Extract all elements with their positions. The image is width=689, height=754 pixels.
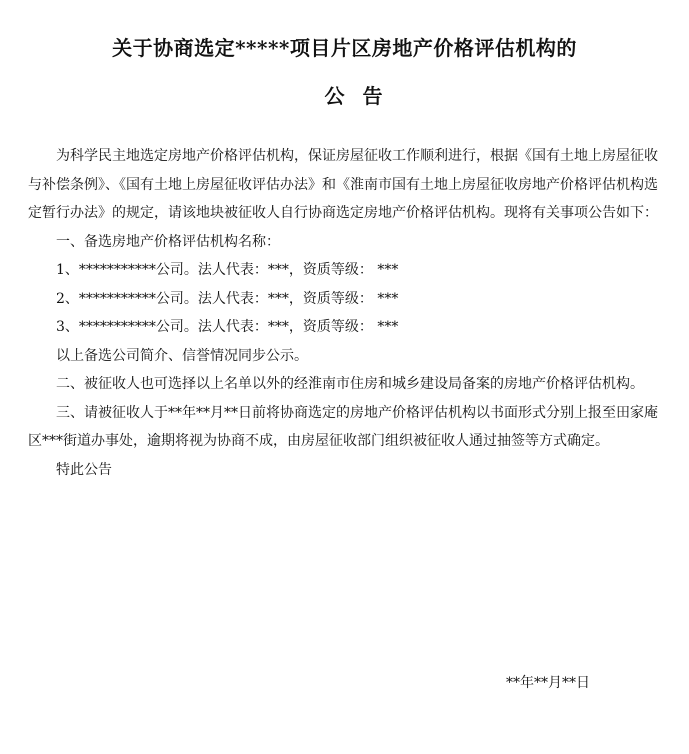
candidate-item-3: 3、***********公司。法人代表：***，资质等级： ***	[56, 319, 399, 335]
document-title: 关于协商选定*****项目片区房地产价格评估机构的	[112, 36, 577, 60]
intro-paragraph: 为科学民主地选定房地产价格评估机构，保证房屋征收工作顺利进行，根据《国有土地上房屋征收与补偿条例》、《国有土地上房屋征收评估办法》和《淮南市国有土地上房屋征收房地产价格评估机构选定暂行办法》的规定，请该地块被征收人自行协商选定房地产价格评估机构。现将有关事项公告如下：	[28, 148, 658, 221]
section-two-paragraph: 二、被征收人也可选择以上名单以外的经淮南市住房和城乡建设局备案的房地产价格评估机构。	[56, 376, 644, 392]
candidates-note: 以上备选公司简介、信誉情况同步公示。	[56, 347, 308, 364]
section-one-heading: 一、备选房地产价格评估机构名称：	[56, 233, 280, 250]
document-body	[28, 142, 658, 484]
candidate-item-2: 2、***********公司。法人代表：***，资质等级： ***	[56, 290, 399, 307]
document-subtitle: 公告	[324, 84, 401, 108]
candidate-item-1: 1、***********公司。法人代表：***，资质等级： ***	[56, 262, 399, 278]
section-three-paragraph: 三、请被征收人于**年**月**日前将协商选定的房地产价格评估机构以书面形式分别上报至田家庵区***街道办事处，逾期将视为协商不成，由房屋征收部门组织被征收人通过抽签等方式确定。	[28, 404, 658, 449]
issue-date: **年**月**日	[506, 675, 590, 691]
closing-line: 特此公告	[56, 461, 112, 478]
